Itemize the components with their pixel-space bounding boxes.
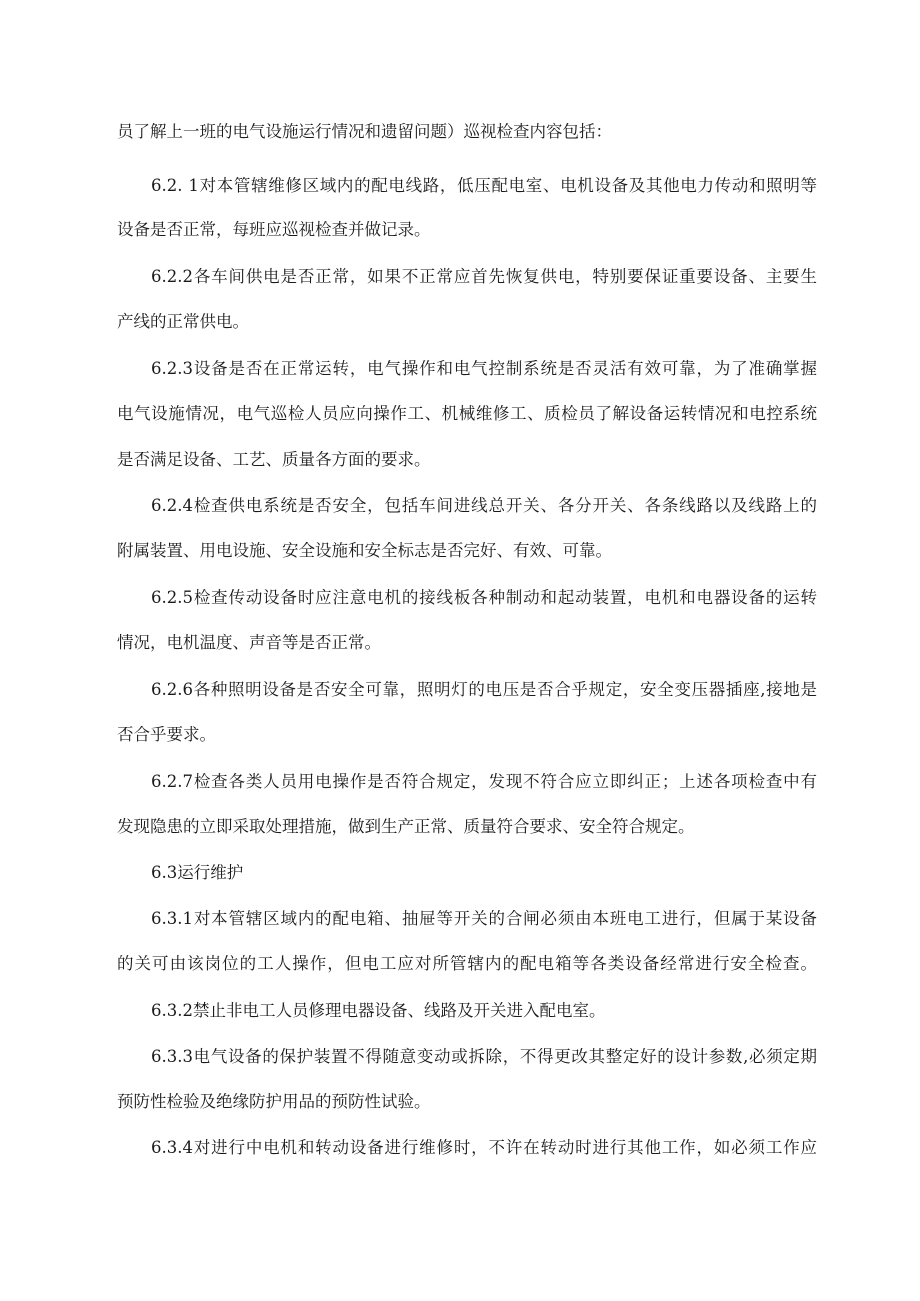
text-line: 设备是否正常，每班应巡视检查并做记录。 <box>117 220 431 239</box>
text-line: 6.2.2各车间供电是否正常，如果不正常应首先恢复供电，特别要保证重要设备、主要生 <box>151 267 817 286</box>
text-line: 6.3.1对本管辖区域内的配电箱、抽屉等开关的合闸必须由本班电工进行，但属于某设备 <box>151 909 817 928</box>
text-line: 6.3.2禁止非电工人员修理电器设备、线路及开关进入配电室。 <box>151 1001 606 1020</box>
text-line: 的关可由该岗位的工人操作，但电工应对所管辖内的配电箱等各类设备经常进行安全检查。 <box>117 954 817 973</box>
text-line: 产线的正常供电。 <box>117 312 249 331</box>
section-heading: 6.3运行维护 <box>151 863 244 882</box>
text-line: 6.2.7检查各类人员用电操作是否符合规定，发现不符合应立即纠正；上述各项检查中有 <box>151 772 817 791</box>
text-line: 6.3.4对进行中电机和转动设备进行维修时，不许在转动时进行其他工作，如必须工作应 <box>151 1138 817 1157</box>
text-line: 6.2.5检查传动设备时应注意电机的接线板各种制动和起动装置，电机和电器设备的运转 <box>151 588 817 607</box>
text-line: 6.2.4检查供电系统是否安全，包括车间进线总开关、各分开关、各条线路以及线路上的 <box>151 496 817 515</box>
text-line: 否合乎要求。 <box>117 725 216 744</box>
text-line: 6.2.3设备是否在正常运转，电气操作和电气控制系统是否灵活有效可靠，为了准确掌握 <box>151 359 817 378</box>
text-line: 预防性检验及绝缘防护用品的预防性试验。 <box>117 1092 431 1111</box>
text-line: 发现隐患的立即采取处理措施，做到生产正常、质量符合要求、安全符合规定。 <box>117 817 695 836</box>
text-line: 员了解上一班的电气设施运行情况和遗留问题）巡视检查内容包括： <box>117 122 612 141</box>
text-line: 6.2.6各种照明设备是否安全可靠，照明灯的电压是否合乎规定，安全变压器插座,接地是 <box>151 680 817 699</box>
text-line: 情况，电机温度、声音等是否正常。 <box>117 633 381 652</box>
text-line: 6.2. 1对本管辖维修区域内的配电线路，低压配电室、电机设备及其他电力传动和照明等 <box>151 176 817 195</box>
text-line: 电气设施情况，电气巡检人员应向操作工、机械维修工、质检员了解设备运转情况和电控系统 <box>117 404 817 423</box>
text-line: 6.3.3电气设备的保护装置不得随意变动或拆除，不得更改其整定好的设计参数,必须定期 <box>151 1047 817 1066</box>
text-line: 附属装置、用电设施、安全设施和安全标志是否完好、有效、可靠。 <box>117 541 612 560</box>
text-line: 是否满足设备、工艺、质量各方面的要求。 <box>117 450 431 469</box>
